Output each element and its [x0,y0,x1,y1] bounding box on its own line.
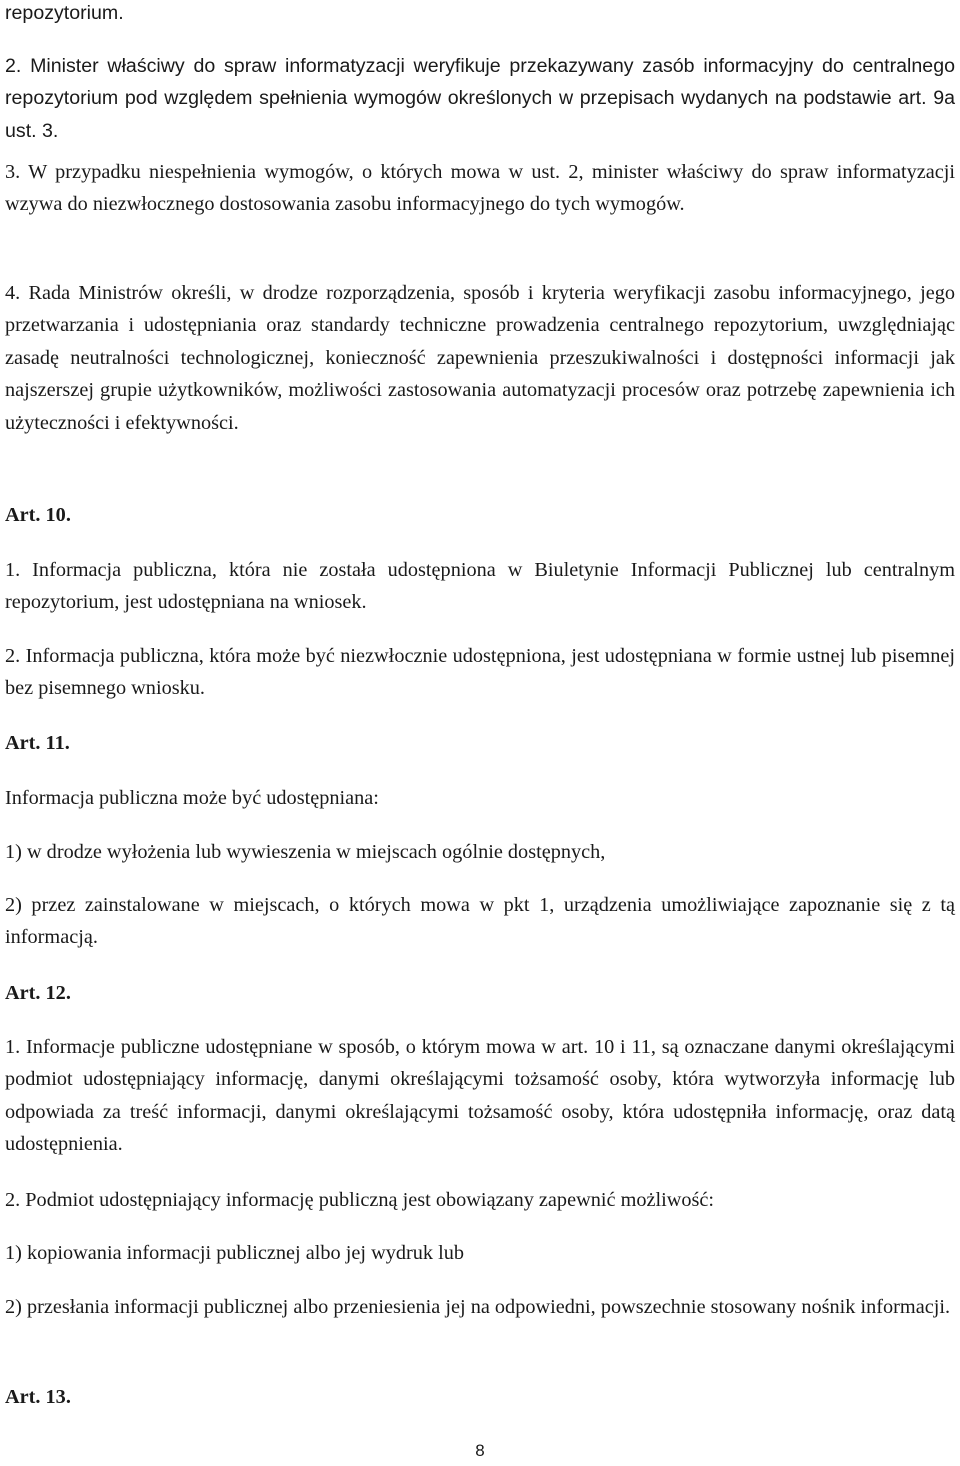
article-12-heading: Art. 12. [5,982,71,1004]
article-11-item-2: 2) przez zainstalowane w miejscach, o których mowa w pkt 1, urządzenia umożliwiające zapoznanie się z tą informacją. [5,894,955,949]
article-11-intro: Informacja publiczna może być udostępniana: [5,787,379,809]
article-12-item-1: 1) kopiowania informacji publicznej albo jej wydruk lub [5,1242,465,1264]
paragraph-2: 2. Minister właściwy do spraw informatyzacji weryfikuje przekazywany zasób informacyjny do centralnego repozytorium pod względem spełnienia wymogów określonych w przepisach wydanych na podstawie art. 9a ust. 3. [5,55,955,142]
article-12-paragraph-1: 1. Informacje publiczne udostępniane w sposób, o którym mowa w art. 10 i 11, są oznaczane danymi określającymi podmiot udostępniający informację, danymi określającymi tożsamość osoby, która wytworzyła informację lub odpowiada za treść informacji, danymi określającymi tożsamość osoby, która udostępniła informację, oraz datą udostępnienia. [5,1036,955,1156]
paragraph-4: 4. Rada Ministrów określi, w drodze rozporządzenia, sposób i kryteria weryfikacji zasobu informacyjnego, jego przetwarzania i udostępniania oraz standardy techniczne prowadzenia centralnego repozytorium, uwzględniając zasadę neutralności technologicznej, konieczność zapewnienia przeszukiwalności i dostępności informacji jak najszerszej grupie użytkowników, możliwości zastosowania automatyzacji procesów oraz potrzebę zapewnienia ich użyteczności i efektywności. [5,282,955,434]
paragraph-intro: repozytorium. [5,2,124,24]
article-10-paragraph-1: 1. Informacja publiczna, która nie została udostępniona w Biuletynie Informacji Publicznej lub centralnym repozytorium, jest udostępniana na wniosek. [5,559,955,614]
article-11-heading: Art. 11. [5,732,70,754]
article-12-item-2: 2) przesłania informacji publicznej albo przeniesienia jej na odpowiedni, powszechnie stosowany nośnik informacji. [5,1296,951,1318]
article-12-paragraph-2: 2. Podmiot udostępniający informację publiczną jest obowiązany zapewnić możliwość: [5,1189,715,1211]
article-13-heading: Art. 13. [5,1386,71,1408]
paragraph-3: 3. W przypadku niespełnienia wymogów, o których mowa w ust. 2, minister właściwy do spraw informatyzacji wzywa do niezwłocznego dostosowania zasobu informacyjnego do tych wymogów. [5,161,955,216]
page-number: 8 [475,1441,485,1460]
article-10-paragraph-2: 2. Informacja publiczna, która może być niezwłocznie udostępniona, jest udostępniana w formie ustnej lub pisemnej bez pisemnego wniosku. [5,645,955,700]
article-11-item-1: 1) w drodze wyłożenia lub wywieszenia w miejscach ogólnie dostępnych, [5,841,606,863]
article-10-heading: Art. 10. [5,504,71,526]
